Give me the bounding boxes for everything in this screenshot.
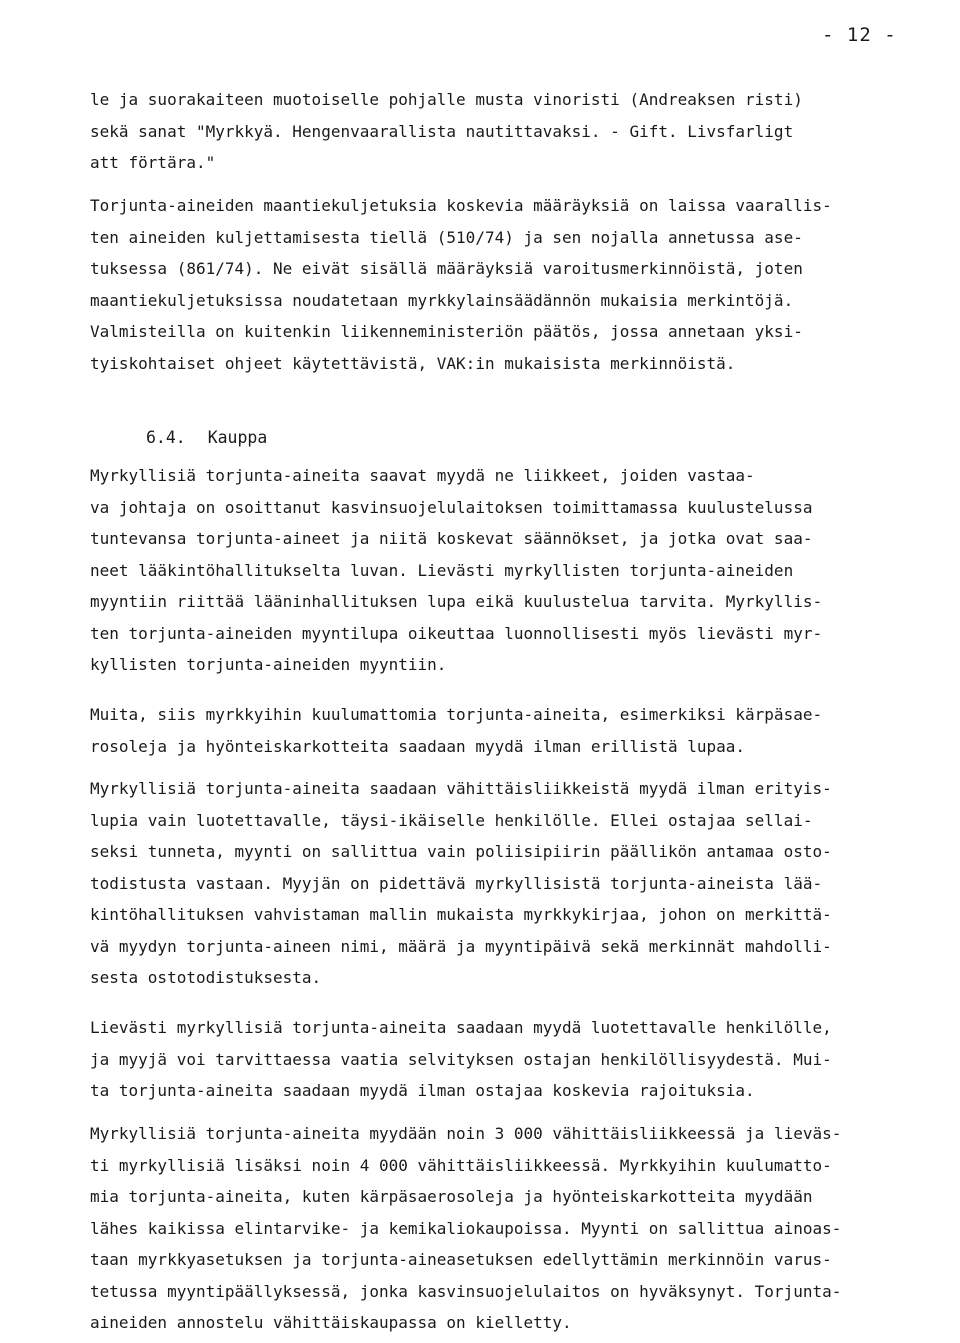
text-line: seksi tunneta, myynti on sallittua vain poliisipiirin päällikön antamaa osto-: [90, 842, 832, 861]
text-line: att förtära.": [90, 153, 216, 172]
text-line: sekä sanat "Myrkkyä. Hengenvaarallista nautittavaksi. - Gift. Livsfarligt: [90, 121, 794, 141]
paragraph-2: [90, 190, 910, 379]
text-line: todistusta vastaan. Myyjän on pidettävä myrkyllisistä torjunta-aineista lää-: [90, 873, 823, 893]
paragraph-1: [90, 84, 910, 179]
text-line: Myrkyllisiä torjunta-aineita saavat myydä ne liikkeet, joiden vastaa-: [90, 466, 755, 485]
text-line: mia torjunta-aineita, kuten kärpäsaerosoleja ja hyönteiskarkotteita myydään: [90, 1187, 813, 1206]
paragraph-5: [90, 773, 910, 994]
text-line: neet lääkintöhallitukselta luvan. Lievästi myrkyllisten torjunta-aineiden: [90, 560, 794, 580]
text-line: lähes kaikissa elintarvike- ja kemikaliokaupoissa. Myynti on sallittua ainoas-: [90, 1218, 842, 1238]
text-line: ta torjunta-aineita saadaan myydä ilman ostajaa koskevia rajoituksia.: [90, 1081, 755, 1100]
text-line: lupia vain luotettavalle, täysi-ikäiselle henkilölle. Ellei ostajaa sellai-: [90, 810, 813, 830]
section-heading: [146, 422, 267, 454]
text-line: tuksessa (861/74). Ne eivät sisällä määräyksiä varoitusmerkinnöistä, joten: [90, 259, 803, 278]
text-line: Torjunta-aineiden maantiekuljetuksia koskevia määräyksiä on laissa vaarallis-: [90, 196, 832, 215]
text-line: maantiekuljetuksissa noudatetaan myrkkylainsäädännön mukaisia merkintöjä.: [90, 290, 794, 310]
text-line: rosoleja ja hyönteiskarkotteita saadaan myydä ilman erillistä lupaa.: [90, 736, 746, 756]
page-number: - 12 -: [822, 24, 897, 46]
text-line: Valmisteilla on kuitenkin liikenneministeriön päätös, jossa annetaan yksi-: [90, 322, 803, 341]
text-line: le ja suorakaiteen muotoiselle pohjalle musta vinoristi (Andreaksen risti): [90, 90, 803, 109]
paragraph-6: [90, 1012, 910, 1107]
text-line: tuntevansa torjunta-aineet ja niitä koskevat säännökset, ja jotka ovat saa-: [90, 529, 813, 548]
text-line: kyllisten torjunta-aineiden myyntiin.: [90, 655, 447, 674]
text-line: ten torjunta-aineiden myyntilupa oikeuttaa luonnollisesti myös lievästi myr-: [90, 623, 823, 643]
text-line: tyiskohtaiset ohjeet käytettävistä, VAK:in mukaisista merkinnöistä.: [90, 353, 736, 373]
text-line: Lievästi myrkyllisiä torjunta-aineita saadaan myydä luotettavalle henkilölle,: [90, 1018, 832, 1037]
text-line: myyntiin riittää lääninhallituksen lupa eikä kuulustelua tarvita. Myrkyllis-: [90, 592, 823, 611]
text-line: kintöhallituksen vahvistaman mallin mukaista myrkkykirjaa, johon on merkittä-: [90, 905, 832, 924]
paragraph-3: [90, 460, 910, 681]
paragraph-4: [90, 699, 910, 762]
text-line: ti myrkyllisiä lisäksi noin 4 000 vähittäisliikkeessä. Myrkkyihin kuulumatto-: [90, 1155, 832, 1175]
text-line: va johtaja on osoittanut kasvinsuojelulaitoksen toimittamassa kuulustelussa: [90, 497, 813, 517]
text-line: taan myrkkyasetuksen ja torjunta-aineasetuksen edellyttämin merkinnöin varus-: [90, 1250, 832, 1269]
text-line: ten aineiden kuljettamisesta tiellä (510/74) ja sen nojalla annetussa ase-: [90, 227, 803, 247]
text-line: Myrkyllisiä torjunta-aineita myydään noin 3 000 vähittäisliikkeessä ja lieväs-: [90, 1124, 842, 1143]
section-number: 6.4.: [146, 428, 186, 447]
paragraph-7: [90, 1118, 910, 1339]
text-line: sesta ostotodistuksesta.: [90, 968, 322, 987]
section-title: Kauppa: [207, 428, 268, 447]
text-line: tetussa myyntipäällyksessä, jonka kasvinsuojelulaitos on hyväksynyt. Torjunta-: [90, 1281, 842, 1301]
text-line: ja myyjä voi tarvittaessa vaatia selvityksen ostajan henkilöllisyydestä. Mui-: [90, 1049, 832, 1069]
text-line: Myrkyllisiä torjunta-aineita saadaan vähittäisliikkeistä myydä ilman erityis-: [90, 779, 832, 798]
text-line: vä myydyn torjunta-aineen nimi, määrä ja myyntipäivä sekä merkinnät mahdolli-: [90, 936, 832, 956]
text-line: Muita, siis myrkkyihin kuulumattomia torjunta-aineita, esimerkiksi kärpäsae-: [90, 705, 823, 724]
text-line: aineiden annostelu vähittäiskaupassa on kielletty.: [90, 1313, 572, 1332]
